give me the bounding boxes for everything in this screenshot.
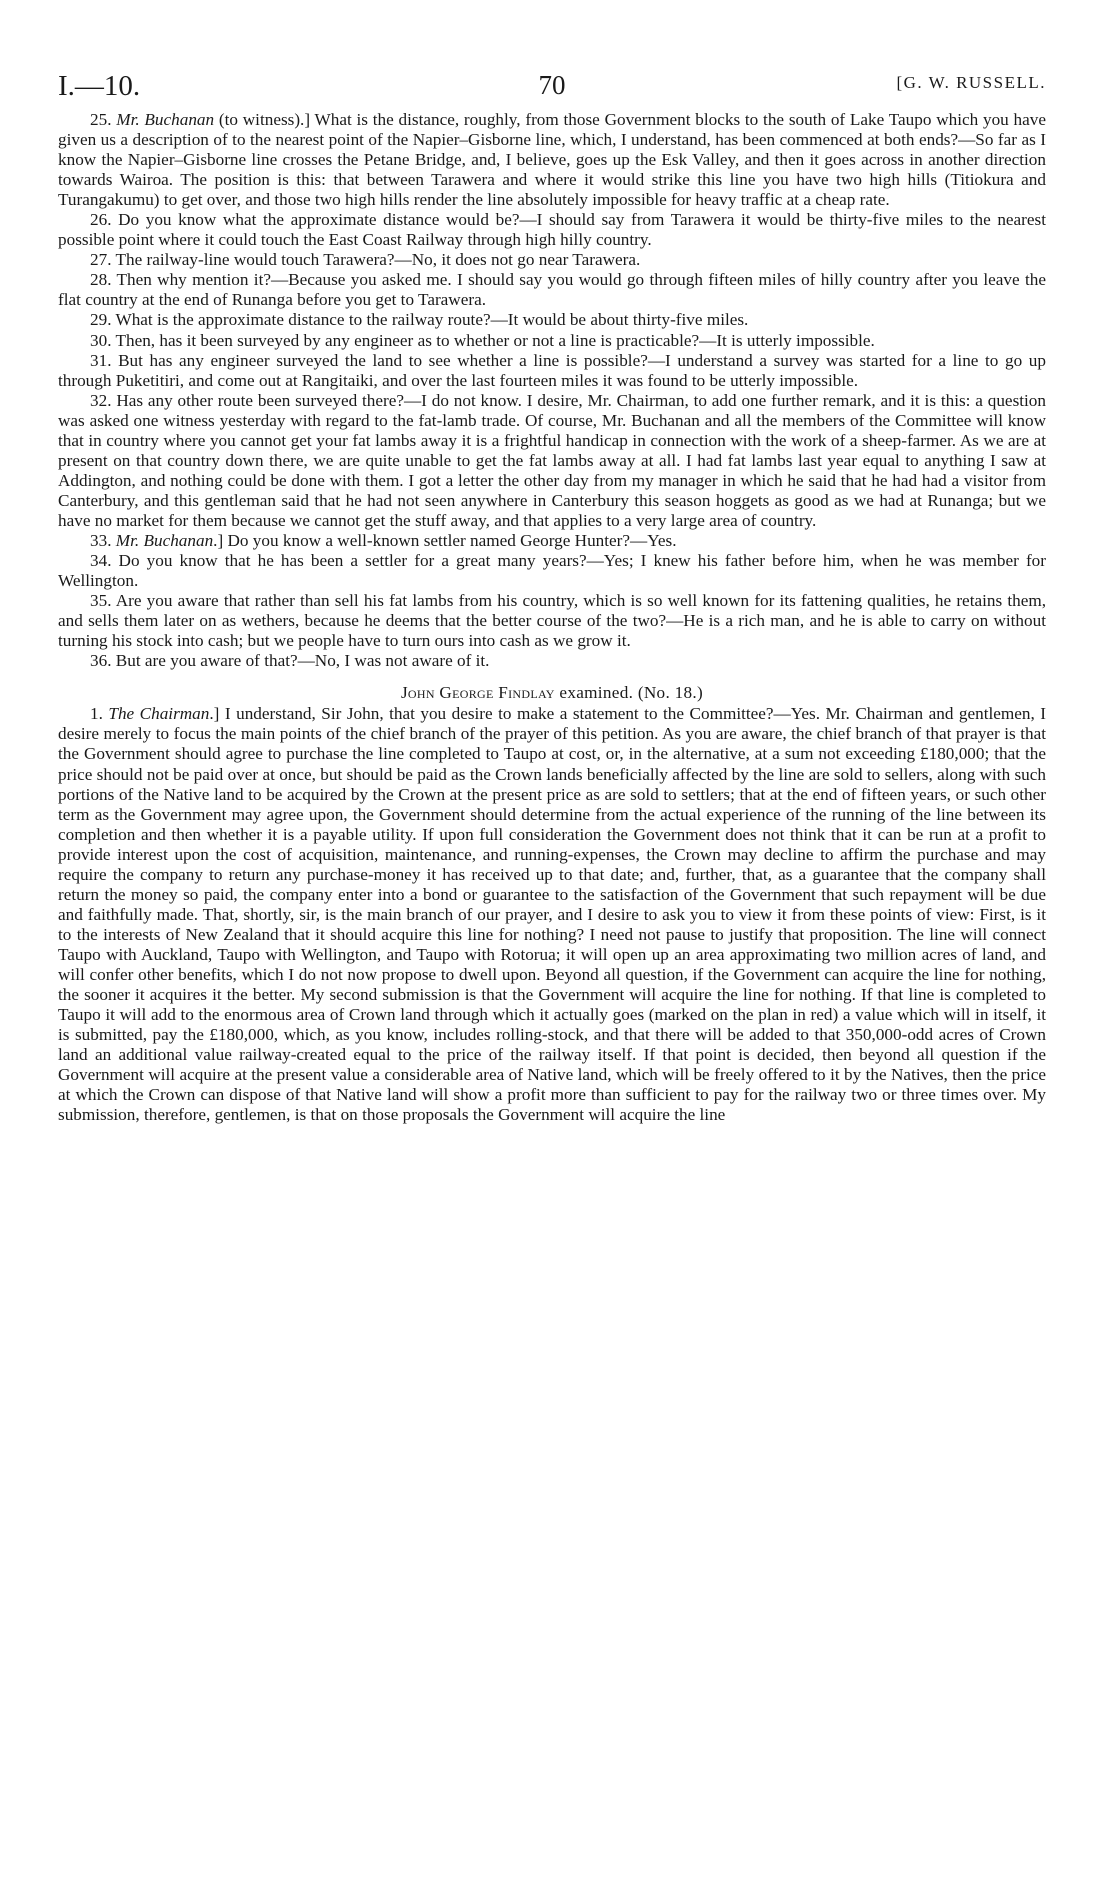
page-number: 70 xyxy=(538,70,566,100)
question-number: 32. xyxy=(90,390,112,410)
paper-reference: I.—10. xyxy=(58,70,141,102)
question-number: 29. xyxy=(90,310,112,330)
question-text: Then why mention it?—Because you asked me. I should say you would go through fifteen miles of hilly country after you leave the flat country at the end of Runanga before you get to Tarawera. xyxy=(58,270,1046,310)
question-text: Do you know what the approximate distance would be?—I should say from Tarawera it would be thirty-five miles to the nearest possible point where it could touch the East Coast Railway through high hilly country. xyxy=(58,210,1046,250)
question-text: But are you aware of that?—No, I was not aware of it. xyxy=(111,651,490,671)
speaker-suffix: .] xyxy=(209,704,220,724)
question-number: 36. xyxy=(90,651,112,671)
question-paragraph xyxy=(58,704,1046,1125)
question-number: 26. xyxy=(90,210,112,230)
question-paragraph xyxy=(58,250,1046,270)
section-heading xyxy=(58,683,1046,703)
question-paragraph xyxy=(58,551,1046,591)
witness-name: [G. W. RUSSELL. xyxy=(896,73,1046,92)
section-label: examined. xyxy=(559,683,634,703)
question-number: 31. xyxy=(90,350,112,370)
document-body xyxy=(58,110,1046,1125)
question-paragraph xyxy=(58,531,1046,551)
question-paragraph xyxy=(58,591,1046,651)
question-text: Then, has it been surveyed by any engineer as to whether or not a line is practicable?—It is utterly impossible. xyxy=(111,330,875,350)
question-text: Has any other route been surveyed there?—I do not know. I desire, Mr. Chairman, to add one further remark, and it is this: a question was asked one witness yesterday with regard to the fat-lamb trade. Of course, Mr. Buchanan and all the members of the Committee will know that in country where you cannot get your fat lambs away it is a frightful handicap in connection with the work of a sheep-farmer. As we are at present on that country down there, we are quite unable to get the fat lambs away at all. I had fat lambs last year equal to anything I saw at Addington, and nothing could be done with them. I got a letter the other day from my manager in which he said that he had had a visitor from Canterbury, and this gentleman said that he had not seen anywhere in Canterbury this season hoggets as good as we had at Runanga; but we have no market for them because we cannot get the stuff away, and that applies to a very large area of country. xyxy=(58,390,1046,530)
speaker-suffix: (to witness).] xyxy=(214,110,311,129)
question-text: I understand, Sir John, that you desire to make a statement to the Committee?—Yes. Mr. Chairman and gentlemen, I desire merely to focus the main points of the chief branch of the prayer of this petition. As you are aware, the chief branch of that prayer is that the Government should agree to purchase the line completed to Taupo at cost, or, in the alternative, at a sum not exceeding £180,000; that the price should not be paid over at once, but should be paid as the Crown lands beneficially affected by the line are sold to sellers, along with such portions of the Native land to be acquired by the Crown at the present price as are sold to settlers; that at the end of fifteen years, or such other term as the Government may agree upon, the Government should determine from the actual experience of the running of the line between its completion and then whether it is a payable utility. If upon full consideration the Government does not think that it can be run at a profit to provide interest upon the cost of acquisition, maintenance, and running-expenses, the Crown may decline to affirm the purchase and may require the company to return any purchase-money it has received up to that date; and, further, that, as a guarantee that the company shall return the money so paid, the company enter into a bond or guarantee to the satisfaction of the Government that such repayment will be due and faithfully made. That, shortly, sir, is the main branch of our prayer, and I desire to ask you to view it from these points of view: First, is it to the interests of New Zealand that it should acquire this line for nothing? I need not pause to justify that proposition. The line will connect Taupo with Auckland, Taupo with Wellington, and Taupo with Rotorua; it will open up an area approximating two million acres of land, and will confer other benefits, which I do not now propose to dwell upon. Beyond all question, if the Government can acquire the line for nothing, the sooner it acquires it the better. My second submission is that the Government will acquire the line for nothing. If that line is completed to Taupo it will add to the enormous area of Crown land through which it actually goes (marked on the plan in red) a value which will in itself, it is submitted, pay the £180,000, which, as you know, includes rolling-stock, and that there will be added to that 350,000-odd acres of Crown land an additional value railway-created equal to the price of the railway itself. If that point is decided, then beyond all question if the Government will acquire at the present value a considerable area of Native land, which will be freely offered to it by the Natives, then the price at which the Crown can dispose of that Native land will show a profit more than sufficient to pay for the railway two or three times over. My submission, therefore, gentlemen, is that on those proposals the Government will acquire the line xyxy=(58,704,1047,1125)
question-paragraph xyxy=(58,331,1046,351)
document-page xyxy=(58,70,1046,1125)
speaker-name: The Chairman xyxy=(108,704,210,724)
testimony-russell xyxy=(58,110,1046,671)
speaker-name: Mr. Buchanan xyxy=(116,110,215,129)
question-text: The railway-line would touch Tarawera?—No, it does not go near Tarawera. xyxy=(111,250,641,270)
question-text: What is the distance, roughly, from those Government blocks to the south of Lake Taupo which you have given us a description of to the nearest point of the Napier–Gisborne line, which, I understand, has been commenced at both ends?—So far as I know the Napier–Gisborne line crosses the Petane Bridge, and, I believe, goes up the Esk Valley, and then it goes across in another direction towards Wairoa. The position is this: that between Tarawera and where it would strike this line you have two high hills (Titiokura and Turangakumu) to get over, and those two high hills render the line absolutely impossible for heavy traffic at a cheap rate. xyxy=(58,110,1046,210)
section-number: (No. 18.) xyxy=(637,683,704,703)
question-number: 1. xyxy=(90,704,103,724)
question-paragraph xyxy=(58,270,1046,310)
question-paragraph xyxy=(58,351,1046,391)
question-number: 28. xyxy=(90,270,112,290)
question-text: What is the approximate distance to the railway route?—It would be about thirty-five miles. xyxy=(111,310,749,330)
question-text: But has any engineer surveyed the land to see whether a line is possible?—I understand a survey was started for a line to go up through Puketitiri, and come out at Rangitaiki, and over the last fourteen miles it was found to be utterly impossible. xyxy=(58,350,1046,390)
speaker-name: Mr. Buchanan xyxy=(115,530,214,550)
testimony-findlay xyxy=(58,704,1046,1125)
question-number: 30. xyxy=(90,330,112,350)
question-number: 25. xyxy=(90,110,112,129)
question-paragraph xyxy=(58,110,1046,210)
question-paragraph xyxy=(58,391,1046,531)
question-paragraph xyxy=(58,210,1046,250)
question-text: Do you know that he has been a settler for a great many years?—Yes; I knew his father before him, when he was member for Wellington. xyxy=(58,551,1046,591)
question-text: Are you aware that rather than sell his fat lambs from his country, which is so well known for its fattening qualities, he retains them, and sells them later on as wethers, because he deems that the better course of the two?—He is a rich man, and he is able to carry on without turning his stock into cash; but we people have to turn ours into cash as we grow it. xyxy=(58,591,1046,651)
section-witness-name: John George Findlay xyxy=(400,683,555,703)
speaker-suffix: .] xyxy=(213,530,224,550)
question-text: Do you know a well-known settler named George Hunter?—Yes. xyxy=(223,530,677,550)
question-number: 27. xyxy=(90,250,112,270)
page-header xyxy=(58,70,1046,110)
question-paragraph xyxy=(58,651,1046,671)
question-number: 33. xyxy=(90,530,112,550)
question-number: 35. xyxy=(90,591,112,611)
question-number: 34. xyxy=(90,551,112,571)
question-paragraph xyxy=(58,310,1046,330)
